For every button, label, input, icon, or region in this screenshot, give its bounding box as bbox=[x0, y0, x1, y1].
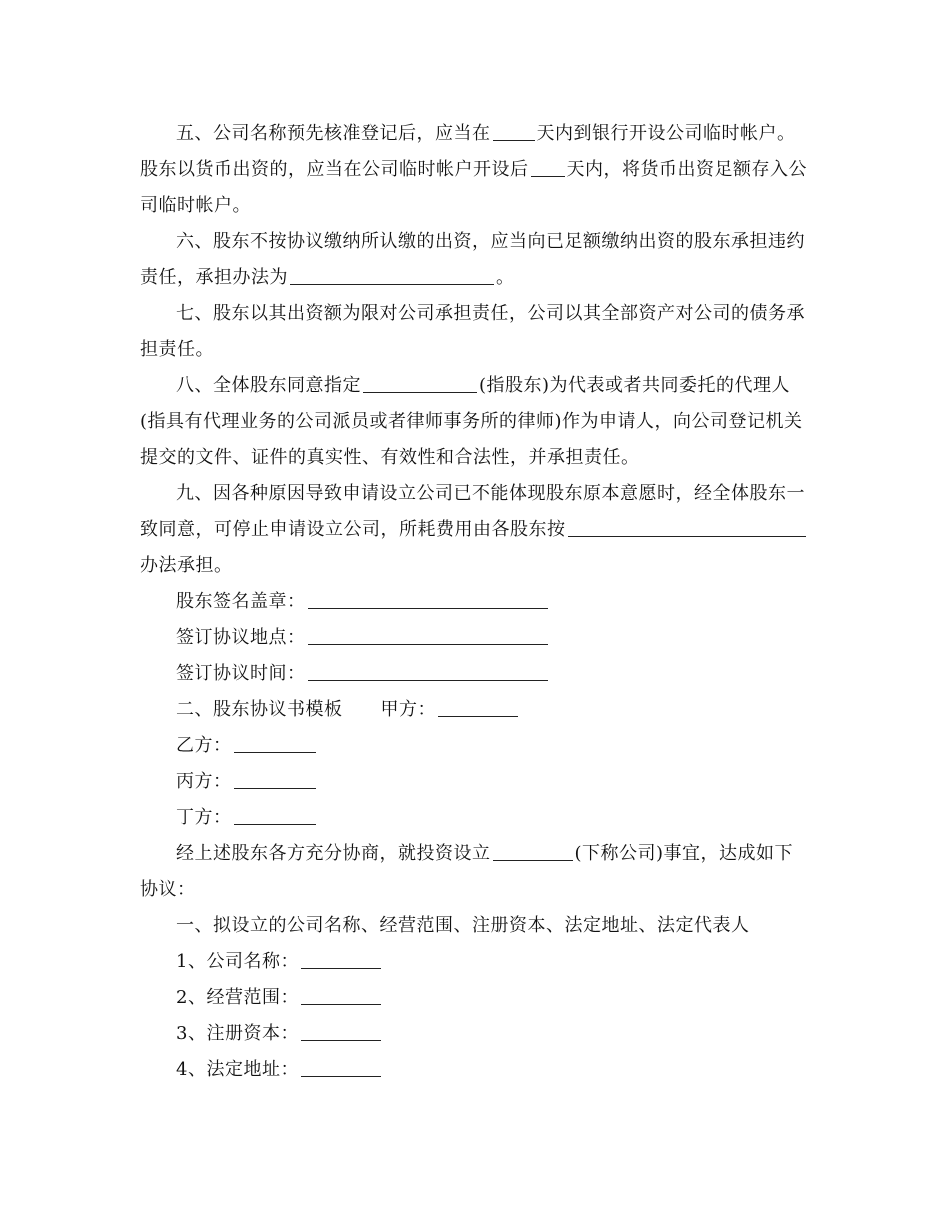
text: (指股东)为代表或者共同委托的代理人 bbox=[479, 375, 791, 396]
registered-capital-line bbox=[176, 1016, 820, 1052]
party-b-label: 乙方： bbox=[176, 735, 232, 756]
text: 经上述股东各方充分协商，就投资设立 bbox=[176, 843, 491, 864]
legal-address-blank bbox=[301, 1056, 381, 1077]
article-1-heading bbox=[176, 908, 820, 944]
company-name-field-blank bbox=[301, 948, 381, 969]
clause-8-line-3 bbox=[140, 440, 820, 476]
agreement-intro-line-1 bbox=[176, 836, 820, 872]
text: 责任，承担办法为 bbox=[140, 267, 288, 288]
clause-5-line-3 bbox=[140, 188, 820, 224]
party-d-line bbox=[176, 800, 820, 836]
text: 办法承担。 bbox=[140, 555, 233, 576]
company-name-label: 1、公司名称： bbox=[176, 951, 299, 972]
blank-days-bank bbox=[493, 120, 535, 141]
party-b-blank bbox=[234, 732, 316, 753]
company-name-blank bbox=[493, 840, 573, 861]
clause-6-line-1 bbox=[176, 224, 820, 260]
clause-8-line-2 bbox=[140, 404, 820, 440]
text: 。 bbox=[496, 267, 515, 288]
party-b-line bbox=[176, 728, 820, 764]
party-c-blank bbox=[234, 768, 316, 789]
clause-9-line-2 bbox=[140, 512, 820, 548]
signing-date-label: 签订协议时间： bbox=[176, 663, 306, 684]
text: 天内到银行开设公司临时帐户。 bbox=[536, 123, 796, 144]
clause-6-line-2 bbox=[140, 260, 820, 296]
clause-7-line-2 bbox=[140, 332, 820, 368]
party-d-label: 丁方： bbox=[176, 807, 232, 828]
party-c-label: 丙方： bbox=[176, 771, 232, 792]
business-scope-line bbox=[176, 980, 820, 1016]
text: 协议： bbox=[140, 879, 196, 900]
section-2-heading bbox=[176, 692, 820, 728]
blank-liability-method bbox=[290, 264, 494, 285]
signing-date-blank bbox=[308, 660, 548, 681]
text: 股东以货币出资的，应当在公司临时帐户开设后 bbox=[140, 159, 529, 180]
legal-address-label: 4、法定地址： bbox=[176, 1059, 299, 1080]
text: 司临时帐户。 bbox=[140, 195, 251, 216]
clause-9-line-1 bbox=[176, 476, 820, 512]
signing-place-blank bbox=[308, 624, 548, 645]
registered-capital-blank bbox=[301, 1020, 381, 1041]
text: 六、股东不按协议缴纳所认缴的出资，应当向已足额缴纳出资的股东承担违约 bbox=[176, 231, 805, 252]
party-c-line bbox=[176, 764, 820, 800]
signing-date-line bbox=[176, 656, 820, 692]
clause-7-line-1 bbox=[176, 296, 820, 332]
signing-place-line bbox=[176, 620, 820, 656]
company-name-line bbox=[176, 944, 820, 980]
business-scope-blank bbox=[301, 984, 381, 1005]
signature-line bbox=[176, 584, 820, 620]
text: 担责任。 bbox=[140, 339, 214, 360]
section-title: 二、股东协议书模板 bbox=[176, 699, 343, 720]
text: (下称公司)事宜，达成如下 bbox=[574, 843, 794, 864]
signature-blank bbox=[308, 588, 548, 609]
party-d-blank bbox=[234, 804, 316, 825]
text: 五、公司名称预先核准登记后，应当在 bbox=[176, 123, 491, 144]
clause-9-line-3 bbox=[140, 548, 820, 584]
blank-cost-method bbox=[568, 516, 806, 537]
text: (指具有代理业务的公司派员或者律师事务所的律师)作为申请人，向公司登记机关 bbox=[140, 411, 803, 432]
text: 天内，将货币出资足额存入公 bbox=[566, 159, 807, 180]
legal-address-line bbox=[176, 1052, 820, 1088]
article-title: 一、拟设立的公司名称、经营范围、注册资本、法定地址、法定代表人 bbox=[176, 915, 750, 936]
signature-label: 股东签名盖章： bbox=[176, 591, 306, 612]
clause-8-line-1 bbox=[176, 368, 820, 404]
clause-5-line-2 bbox=[140, 152, 820, 188]
party-a-blank bbox=[438, 696, 518, 717]
business-scope-label: 2、经营范围： bbox=[176, 987, 299, 1008]
text: 提交的文件、证件的真实性、有效性和合法性，并承担责任。 bbox=[140, 447, 640, 468]
registered-capital-label: 3、注册资本： bbox=[176, 1023, 299, 1044]
party-a-label: 甲方： bbox=[380, 699, 436, 720]
text: 九、因各种原因导致申请设立公司已不能体现股东原本意愿时，经全体股东一 bbox=[176, 483, 805, 504]
text: 八、全体股东同意指定 bbox=[176, 375, 361, 396]
blank-representative bbox=[363, 372, 477, 393]
clause-5-line-1 bbox=[176, 116, 820, 152]
text: 七、股东以其出资额为限对公司承担责任，公司以其全部资产对公司的债务承 bbox=[176, 303, 805, 324]
agreement-intro-line-2 bbox=[140, 872, 820, 908]
text: 致同意，可停止申请设立公司，所耗费用由各股东按 bbox=[140, 519, 566, 540]
signing-place-label: 签订协议地点： bbox=[176, 627, 306, 648]
blank-days-deposit bbox=[531, 156, 565, 177]
